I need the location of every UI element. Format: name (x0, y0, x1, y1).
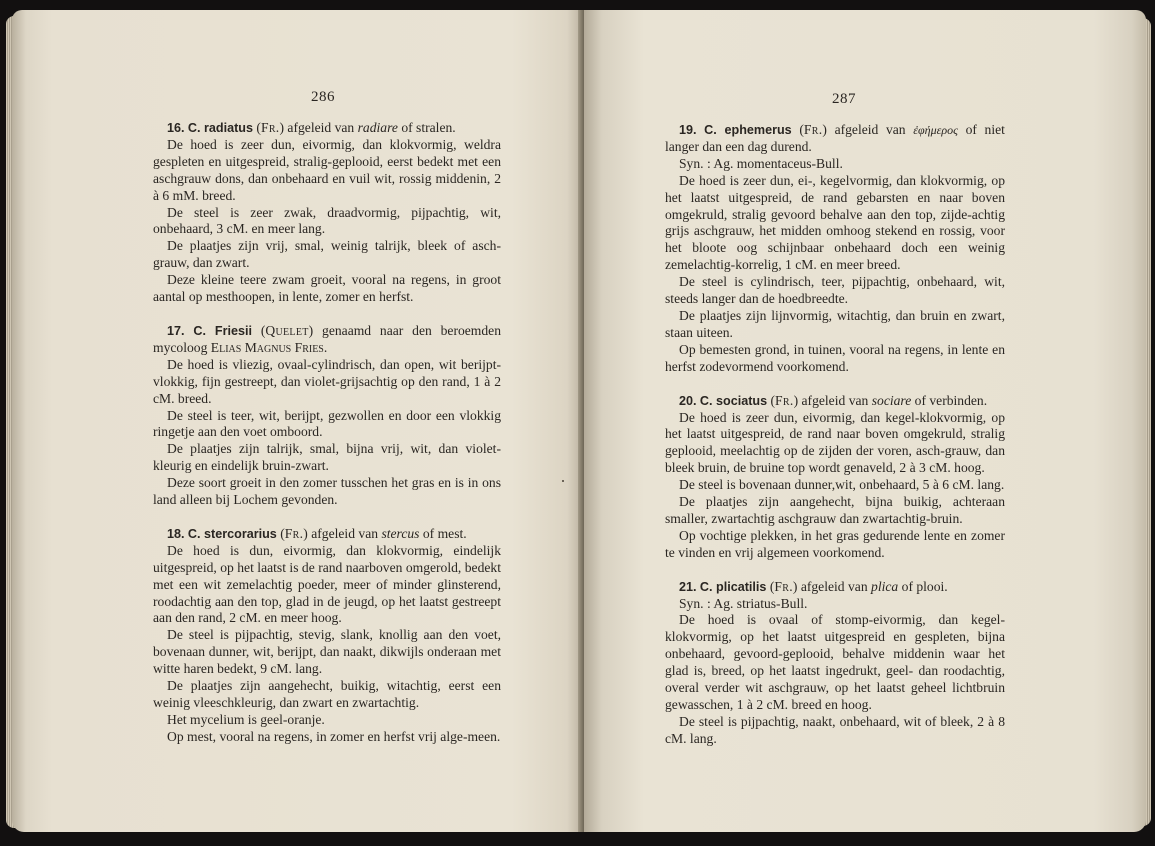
paragraph: De plaatjes zijn vrij, smal, weinig talrijk, bleek of asch-grauw, dan zwart. (153, 238, 501, 271)
entry-heading: 21. C. plicatilis (Fr.) afgeleid van plica of plooi. (679, 578, 948, 594)
paragraph: Op bemesten grond, in tuinen, vooral na regens, in lente en herfst zodevormend voorkomend. (665, 341, 1005, 374)
paragraph: De steel is pijpachtig, naakt, onbehaard, wit of bleek, 2 à 8 cM. lang. (665, 713, 1005, 746)
species-entry (665, 393, 1005, 562)
species-entry (665, 122, 1005, 376)
paragraph: De hoed is zeer dun, eivormig, dan kegel-klokvormig, op het laatst uitgespreid, de rand naar boven omgekruld, stralig geplooid, meelachtig op de zijden der voren, asch-grauw, dan bleek bruin, de bruine top wordt genaveld, 2 à 3 cM. hoog. (665, 409, 1005, 476)
paragraph: Deze soort groeit in den zomer tusschen het gras en is in ons land alleen bij Lochem gevonden. (153, 475, 501, 508)
entry-heading: 17. C. Friesii (Quelet) genaamd naar den beroemden mycoloog Elias Magnus Fries. (153, 322, 502, 355)
heading-text: of niet langer dan een dag durend. (665, 122, 1005, 154)
heading-text: of mest. (422, 525, 467, 541)
species-entry (665, 579, 1005, 748)
entry-heading: 18. C. stercorarius (Fr.) afgeleid van stercus of mest. (167, 525, 467, 541)
paragraph: De steel is cylindrisch, teer, pijpachtig, onbehaard, wit, steeds langer dan de hoedbreedte. (665, 274, 1005, 307)
species-name: C. stercorarius (187, 526, 277, 541)
etymon: plica (871, 578, 899, 594)
entry-number: 17. (167, 323, 185, 338)
paragraph: Syn. : Ag. momentaceus-Bull. (679, 155, 843, 171)
paragraph: Deze kleine teere zwam groeit, vooral na regens, in groot aantal op mesthoopen, in lente, zomer en herfst. (153, 272, 501, 305)
entry-number: 16. (167, 121, 185, 135)
species-name: C. plicatilis (699, 579, 767, 594)
paragraph: De plaatjes zijn aangehecht, buikig, witachtig, eerst een weinig vleeschkleurig, dan zwart en zwartachtig. (153, 678, 501, 710)
heading-text: afgeleid van (801, 392, 869, 408)
entry-number: 21. (679, 579, 697, 594)
paragraph: De steel is zeer zwak, draadvormig, pijpachtig, wit, onbehaard, 3 cM. en meer lang. (153, 204, 501, 237)
heading-text: of plooi. (901, 578, 948, 594)
author-abbrev: Fr. (803, 122, 823, 137)
paragraph: De steel is pijpachtig, stevig, slank, knollig aan den voet, bovenaan dunner, wit, berijpt, dan naakt, dikwijls onderaan met witte haren bedekt, 9 cM. lang. (153, 627, 501, 677)
paragraph: De hoed is zeer dun, eivormig, dan klokvormig, weldra gespleten en uitgespreid, stralig-geplooid, eerst bedekt met een aschgrauw dons, dan onbehaard en vuil wit, rossig middenin, 2 à 6 mM. breed. (153, 136, 501, 203)
species-name: C. sociatus (699, 393, 768, 408)
paragraph: De steel is teer, wit, berijpt, gezwollen en door een vlokkig ringetje aan den voet omboord. (153, 407, 501, 440)
heading-text: genaamd naar den beroemden mycoloog (153, 322, 502, 355)
paragraph: De plaatjes zijn talrijk, smal, bijna vrij, wit, dan violet-kleurig en eindelijk bruin-zwart. (153, 441, 501, 474)
person-name: Elias Magnus Fries. (210, 339, 328, 355)
species-name: C. ephemerus (704, 123, 792, 137)
etymon: stercus (381, 525, 420, 541)
entry-heading: 20. C. sociatus (Fr.) afgeleid van sociare of verbinden. (679, 392, 988, 408)
paragraph: Het mycelium is geel-oranje. (167, 711, 325, 727)
entry-number: 20. (679, 393, 697, 408)
heading-text: of verbinden. (914, 392, 988, 408)
paragraph: Op vochtige plekken, in het gras gedurende lente en zomer te vinden en vrij algemeen voorkomend. (665, 527, 1005, 560)
species-entry (153, 323, 501, 509)
paragraph: De hoed is vliezig, ovaal-cylindrisch, dan open, wit berijpt-vlokkig, fijn gestreept, dan violet-grijsachtig op den rand, 1 à 2 cM. breed. (153, 356, 501, 406)
right-text-block (665, 122, 1005, 765)
entry-number: 18. (167, 526, 185, 541)
species-entry (153, 526, 501, 746)
paragraph: Op mest, vooral na regens, in zomer en herfst vrij alge-meen. (167, 728, 501, 744)
etymon: radiare (357, 120, 398, 135)
paragraph: De hoed is zeer dun, ei-, kegelvormig, dan klokvormig, op het laatst uitgespreid, de rand gebarsten en naar boven omgekruld, stralig gevoord behalve aan den top, zijde-achtig grijs aschgrauw, het midden omhoog stekend en rossig, voor het bloote oog schijnbaar onbehaard doch een weinig zemelachtig-korrelig, 1 cM. en meer breed. (665, 172, 1005, 273)
author-abbrev: Fr. (775, 392, 794, 408)
heading-text: afgeleid van (800, 578, 868, 594)
paper-speck (562, 480, 564, 482)
greek-etymon: ἐφήμερος (913, 123, 958, 137)
left-text-block (153, 120, 501, 763)
heading-text: afgeleid van (287, 120, 355, 135)
entry-heading: 16. C. radiatus (Fr.) afgeleid van radiare of stralen. (167, 120, 456, 135)
author-abbrev: Fr. (774, 578, 793, 594)
entry-heading: 19. C. ephemerus (Fr.) afgeleid van ἐφήμερος of niet langer dan een dag durend. (665, 122, 1005, 154)
species-name: C. radiatus (187, 121, 254, 135)
page-number: 286 (311, 89, 335, 105)
author-abbrev: Fr. (260, 120, 280, 135)
etymon: sociare (871, 392, 912, 408)
heading-text: afgeleid van (834, 122, 906, 137)
species-entry (153, 120, 501, 306)
paragraph: Syn. : Ag. striatus-Bull. (679, 595, 808, 611)
page-number: 287 (832, 91, 856, 107)
paragraph: De plaatjes zijn aangehecht, bijna buikig, achteraan smaller, zwartachtig aschgrauw dan zwartachtig-bruin. (665, 494, 1005, 526)
paragraph: De hoed is dun, eivormig, dan klokvormig, eindelijk uitgespreid, op het laatst is de rand naarboven omgerold, bedekt met een wit zemelachtig poeder, meer of minder glinsterend, roodachtig aan den top, glad in de jeugd, op het laatst gestreept aan den rand, 2 cM. en meer hoog. (153, 542, 501, 626)
entry-number: 19. (679, 123, 697, 137)
paragraph: De hoed is ovaal of stomp-eivormig, dan kegel-klokvormig, op het laatst uitgespreid en gespleten, bijna onbehaard, gevoord-geplooid, behalve middenin waar het glad is, breed, op het laatst ingedrukt, geel- dan roodachtig, overal verder wit aschgrauw, op het laatst geheel lichtbruin gewasschen, 1 à 2 cM. breed en hoog. (665, 612, 1005, 712)
author-abbrev: Fr. (284, 525, 304, 541)
paragraph: De steel is bovenaan dunner,wit, onbehaard, 5 à 6 cM. lang. (679, 477, 1005, 493)
heading-text: of stralen. (401, 120, 456, 135)
paragraph: De plaatjes zijn lijnvormig, witachtig, dan bruin en zwart, staan uiteen. (665, 307, 1005, 340)
heading-text: afgeleid van (311, 525, 379, 541)
author-abbrev: Quelet (265, 322, 309, 338)
species-name: C. Friesii (193, 323, 252, 338)
